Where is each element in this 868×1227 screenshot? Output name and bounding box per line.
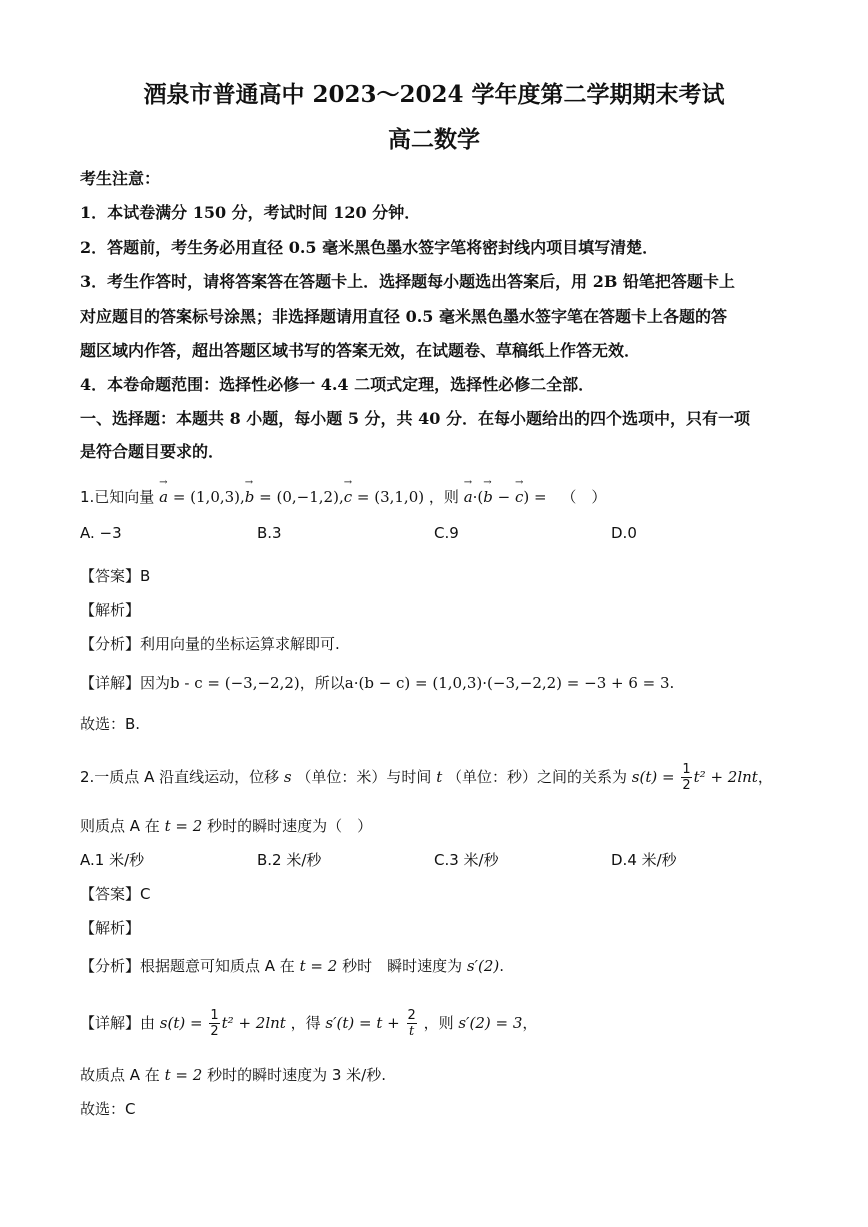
q2-option-b: B.2 米/秒 <box>257 851 322 869</box>
q2-fenxi-end: . <box>499 957 504 975</box>
fenxi-derivative: s′(2) <box>466 957 500 975</box>
conclusion-t-equals-2: t = 2 <box>164 1066 203 1084</box>
fenxi-t-equals-2: t = 2 <box>299 957 338 975</box>
q2-line2-end: 秒时的瞬时速度为（ ） <box>207 817 373 835</box>
q2-unit2: （单位：秒）之间的关系为 <box>447 768 628 786</box>
q1-option-a: A. −3 <box>80 524 122 542</box>
q2-stem <box>80 762 773 793</box>
q1-detail <box>80 672 674 693</box>
notice-item-3-cont: 对应题目的答案标号涂黑；非选择题请用直径 0.5 毫米黑色墨水签字笔在答题卡上各题的答 <box>80 307 727 326</box>
vector-b: → b <box>245 488 255 506</box>
q1-conclusion: 故选：B. <box>80 715 141 733</box>
exam-title: 酒泉市普通高中 2023～2024 学年度第二学期期末考试 <box>143 81 725 108</box>
q2-conclusion-a: 故质点 A 在 <box>80 1066 160 1084</box>
func-rhs: t² + 2lnt <box>693 768 758 786</box>
fraction-denominator: 2 <box>682 778 691 793</box>
q2-detail-end: ， <box>522 1014 538 1032</box>
q1-option-d: D.0 <box>611 524 637 542</box>
q1-then: ，则 <box>428 488 459 506</box>
vector-c: → c <box>344 488 352 506</box>
q2-option-d: D.4 米/秒 <box>611 851 677 869</box>
expr-close: ) = <box>523 488 547 506</box>
q2-conclusion <box>80 1064 386 1085</box>
q1-detail-prefix: 【详解】因为 <box>80 674 171 692</box>
q1-detail-mid: ，所以 <box>299 674 345 692</box>
expr-a: → a <box>464 488 473 506</box>
q2-answer: 【答案】C <box>80 885 151 903</box>
notice-item-2: 2．答题前，考生务必用直径 0.5 毫米黑色墨水签字笔将密封线内项目填写清楚． <box>80 238 659 257</box>
expr-open: ·( <box>472 488 484 506</box>
fraction-half <box>681 762 691 793</box>
q1-stem <box>80 486 606 507</box>
vector-a: → a <box>159 488 168 506</box>
q2-unit1: （单位：米）与时间 <box>296 768 432 786</box>
notice-item-3-cont2: 题区域内作答，超出答题区域书写的答案无效，在试题卷、草稿纸上作答无效． <box>80 341 641 360</box>
q2-option-c: C.3 米/秒 <box>434 851 499 869</box>
expr-c: → c <box>515 488 523 506</box>
detail-func-rhs: t² + 2lnt <box>221 1014 286 1032</box>
q2-conclusion-b: 秒时的瞬时速度为 3 米/秒. <box>207 1066 386 1084</box>
q1-prefix: 1.已知向量 <box>80 488 155 506</box>
q2-stem-end: ， <box>757 768 773 786</box>
q2-stem-a: 2.一质点 A 沿直线运动，位移 <box>80 768 280 786</box>
q2-stem-line2 <box>80 815 372 836</box>
fraction-numerator: 1 <box>682 762 691 777</box>
var-s: s <box>283 768 292 786</box>
exam-subtitle: 高二数学 <box>388 126 480 153</box>
notice-item-3: 3．考生作答时，请将答案答在答题卡上．选择题每小题选出答案后，用 2B 铅笔把答题卡上 <box>80 272 735 291</box>
q1-analysis-label: 【解析】 <box>80 601 141 619</box>
q2-line2-a: 则质点 A 在 <box>80 817 160 835</box>
q2-fenxi-b: 秒时 瞬时速度为 <box>342 957 463 975</box>
detail-fraction-den: 2 <box>210 1024 219 1039</box>
q2-option-a: A.1 米/秒 <box>80 851 145 869</box>
vector-a-value: = (1,0,3), <box>168 488 245 506</box>
expr-minus: − <box>492 488 515 506</box>
q2-detail-c: ，则 <box>423 1014 454 1032</box>
derivative-fraction-den: t <box>409 1024 415 1039</box>
q1-answer: 【答案】B <box>80 567 151 585</box>
q1-detail-expr1: b - c = (−3,−2,2) <box>170 674 300 692</box>
notice-item-1: 1．本试卷满分 150 分，考试时间 120 分钟． <box>80 203 421 222</box>
q2-detail <box>80 1008 537 1039</box>
q2-analysis-label: 【解析】 <box>80 919 141 937</box>
notice-item-4: 4．本卷命题范围：选择性必修一 4.4 二项式定理，选择性必修二全部． <box>80 375 595 394</box>
q1-detail-expr2: a·(b − c) = (1,0,3)·(−3,−2,2) = −3 + 6 = 3. <box>344 674 675 692</box>
section-heading: 一、选择题：本题共 8 小题，每小题 5 分，共 40 分．在每小题给出的四个选项中，只有一项 <box>80 409 750 428</box>
derivative-value: s′(2) = 3 <box>458 1014 523 1032</box>
expr-b: → b <box>483 488 493 506</box>
vector-c-value: = (3,1,0) <box>352 488 425 506</box>
vector-b-value: = (0,−1,2), <box>254 488 344 506</box>
q2-fenxi <box>80 955 504 976</box>
q2-fenxi-a: 【分析】根据题意可知质点 A 在 <box>80 957 295 975</box>
t-equals-2: t = 2 <box>164 817 203 835</box>
detail-func-lhs: s(t) = <box>159 1014 203 1032</box>
section-heading-cont: 是符合题目要求的． <box>80 442 225 461</box>
q2-detail-a: 【详解】由 <box>80 1014 156 1032</box>
func-lhs: s(t) = <box>631 768 675 786</box>
var-t: t <box>436 768 443 786</box>
detail-fraction <box>209 1008 219 1039</box>
q1-fenxi: 【分析】利用向量的坐标运算求解即可. <box>80 635 340 653</box>
derivative-fraction <box>407 1008 417 1039</box>
derivative-lhs: s′(t) = t + <box>325 1014 400 1032</box>
q2-final: 故选：C <box>80 1100 136 1118</box>
q1-option-b: B.3 <box>257 524 282 542</box>
q1-option-c: C.9 <box>434 524 459 542</box>
detail-fraction-num: 1 <box>210 1008 219 1023</box>
q2-detail-b: ，得 <box>290 1014 321 1032</box>
derivative-fraction-num: 2 <box>407 1008 416 1023</box>
answer-blank: （ ） <box>561 488 607 506</box>
notice-heading: 考生注意： <box>80 169 161 188</box>
